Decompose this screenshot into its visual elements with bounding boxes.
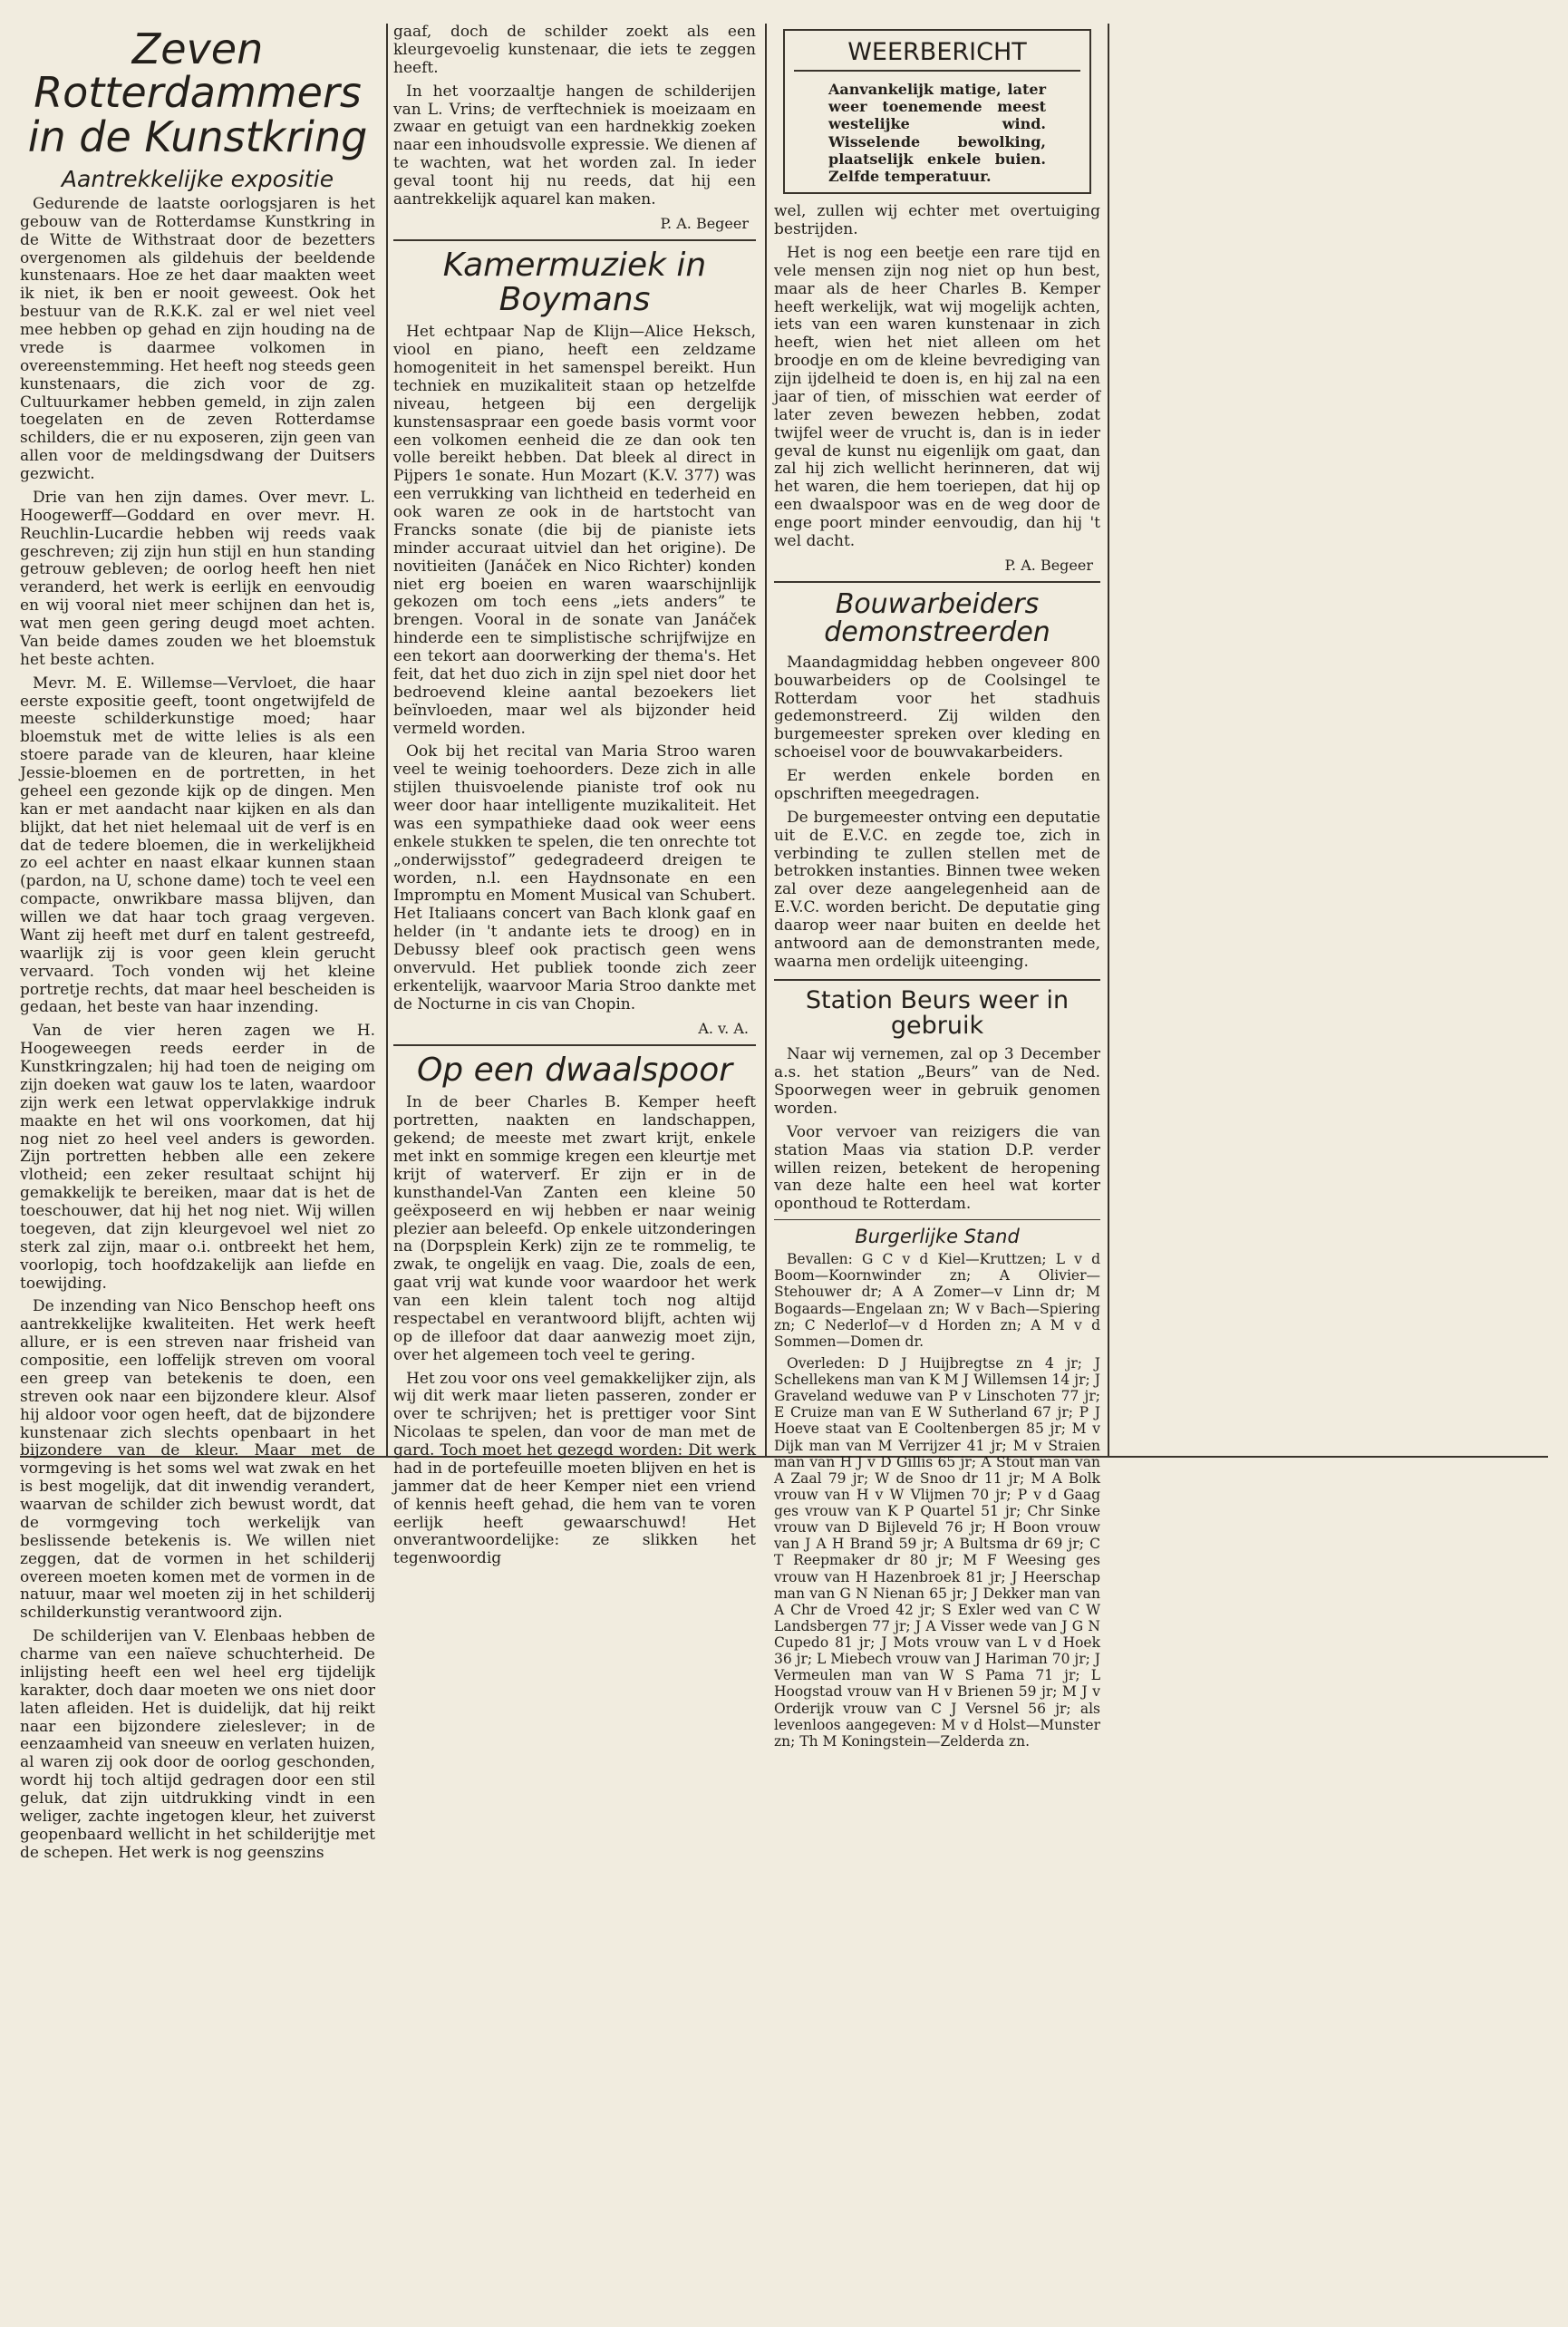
article-paragraph: Naar wij vernemen, zal op 3 December a.s. het station „Beurs” van de Ned. Spoorwegen weer in gebruik genomen worden. (774, 1045, 1100, 1118)
article-paragraph: Gedurende de laatste oorlogsjaren is het gebouw van de Rotterdamse Kunstkring in de Witte de Withstraat door de bezetters overgenomen als gildehuis der beeldende kunstenaars. Hoe ze het daar maakten weet ik niet, ik ben er nooit geweest. Ook het bestuur van de R.K.K. zal er wel niet veel mee hebben op gehad en zijn houding na de vrede is daarmee volkomen in overeenstemming. Het heeft nog steeds geen kunstenaars, die zich voor de zg. Cultuurkamer hebben gemeld, in zijn zalen toegelaten en de zeven Rotterdamse schilders, die er nu exposeren, zijn geen van allen voor de meldingsdwang der Duitsers gezwicht. (20, 194, 375, 484)
headline-burgerlijke-stand: Burgerlijke Stand (855, 1226, 1020, 1248)
byline: P. A. Begeer (660, 214, 749, 232)
headline-kamermuziek: Kamermuziek in Boymans (442, 246, 707, 318)
article-paragraph: Maandagmiddag hebben ongeveer 800 bouwarbeiders op de Coolsingel te Rotterdam voor het stadhuis gedemonstreerd. Zij wilden den burgemeester spreken over kleding en schoeisel voor de bouwvakarbeiders. (774, 653, 1100, 762)
subhead-expositie: Aantrekkelijke expositie (61, 165, 334, 192)
article-paragraph: In het voorzaaltje hangen de schilderijen van L. Vrins; de verftechniek is moeizaam en zwaar en getuigt van een hardnekkig zoeken naar een inhoudsvolle expressie. We dienen af te wachten, wat het worden zal. In ieder geval toont hij nu reeds, dat hij een aantrekkelijk aquarel kan maken. (393, 82, 756, 208)
article-paragraph: De schilderijen van V. Elenbaas hebben de charme van een naïeve schuchterheid. De inlijsting heeft een wel heel erg tijdelijk karakter, doch daar moeten we ons niet door laten afleiden. Het is duidelijk, dat hij reikt naar een bijzondere zieleslever; in de eenzaamheid van sneeuw en verlaten huizen, al waren zij ook door de oorlog geschonden, wordt hij toch altijd gedragen door een stil geluk, dat zijn uitdrukking vindt in een weliger, zachte ingetogen kleur, het zuiverst geopenbaard wellicht in het schilderijtje met de schepen. Het werk is nog geenszins (20, 1627, 375, 1862)
article-paragraph: Drie van hen zijn dames. Over mevr. L. Hoogewerff—Goddard en over mevr. H. Reuchlin-Lucardie hebben wij reeds vaak geschreven; zij zijn hun stijl en hun standing getrouw gebleven; de oorlog heeft hen niet veranderd, het werk is eerlijk en eenvoudig en wij vooral niet meer schijnen dan het is, wat men geen gering deugd moet achten. Van beide dames zouden we het bloemstuk het beste achten. (20, 488, 375, 669)
headline-dwaalspoor: Op een dwaalspoor (416, 1051, 733, 1089)
article-paragraph: Voor vervoer van reizigers die van station Maas via station D.P. verder willen reizen, betekent de heropening van deze halte een heel wat korter oponthoud te Rotterdam. (774, 1122, 1100, 1214)
headline-station-beurs: Station Beurs weer in gebruik (805, 985, 1070, 1040)
article-paragraph: Het echtpaar Nap de Klijn—Alice Heksch, viool en piano, heeft een zeldzame homogeniteit in het samenspel bereikt. Hun techniek en muzikaliteit staan op hetzelfde niveau, hetgeen bij een dergelijk kunstensaspraar een goede basis vormt voor een volkomen eenheid die ze dan ook ten volle bereikt hebben. Dat bleek al direct in Pijpers 1e sonate. Hun Mozart (K.V. 377) was een verrukking van lichtheid en tederheid en ook waren ze ook in de hartstocht van Francks sonate (die bij de pianiste iets minder accuraat uitviel dan het origine). De novitieiten (Janáček en Nico Richter) konden niet erg boeien en waren waarschijnlijk gekozen om toch eens „iets anders” te brengen. Vooral in de sonate van Janáček hinderde een te simplistische schrijfwijze en een tekort aan doorwerking der thema's. Het feit, dat het duo zich in zijn spel niet door het bedroevend kleine aantal bezoekers liet beïnvloeden, maar wel als bijzonder heid vermeld worden. (393, 323, 756, 738)
article-paragraph: Van de vier heren zagen we H. Hoogeweegen reeds eerder in de Kunstkringzalen; hij had toen de neiging om zijn doeken wat gauw los te laten, waardoor zijn werk een letwat oppervlakkige indruk maakte en het wil ons voorkomen, dat hij nog niet zo heel veel anders is geworden. Zijn portretten hebben alle een zekere vlotheid; een zeker resultaat schijnt hij gemakkelijk te bereiken, maar dat is het de toeschouwer, dat hij het nog niet. Wij willen toegeven, dat zijn kleurgevoel wel niet zo sterk zal zijn, maar o.i. ontbreekt het hem, voorlopig, toch hoofdzakelijk aan liefde en toewijding. (20, 1022, 375, 1293)
article-paragraph: wel, zullen wij echter met overtuiging bestrijden. (774, 202, 1100, 238)
article-paragraph: Het is nog een beetje een rare tijd en vele mensen zijn nog niet op hun best, maar als de heer Charles B. Kemper heeft werkelijk, wat wij mogelijk achten, iets van een waren kunstenaar in zich heeft, wien het niet alleen om het broodje en om de kleine bevrediging van zijn ijdelheid te doen is, en hij zal na een jaar of tien, of misschien wat eerder of later zeven bewezen hebben, zodat twijfel weer de vrucht is, dan is in ieder geval de kunst nu eigenlijk om gaat, dan zal hij zich wellicht herinneren, dat wij het waren, die hem toeriepen, dat hij op een dwaalspoor was en de weg door de enge poort minder eenvoudig, dan hij 't wel dacht. (774, 243, 1100, 550)
article-paragraph: gaaf, doch de schilder zoekt als een kleurgevoelig kunstenaar, die iets te zeggen heeft. (393, 23, 756, 77)
weather-title: WEERBERICHT (794, 38, 1080, 72)
weather-text: Aanvankelijk matige, later weer toenemende meest westelijke wind. Wisselende bewolking, plaatselijk enkele buien. Zelfde temperatuur. (828, 81, 1046, 185)
civil-registry-births: Bevallen: G C v d Kiel—Kruttzen; L v d Boom—Koornwinder zn; A Olivier—Stehouwer dr; A A Zomer—v Linn dr; M Bogaards—Engelaan zn; W v Bach—Spiering zn; C Nederlof—v d Horden zn; A M v d Sommen—Domen dr. (774, 1251, 1100, 1350)
article-paragraph: Het zou voor ons veel gemakkelijker zijn, als wij dit werk maar lieten passeren, zonder er over te schrijven; het is prettiger voor Sint Nicolaas te spelen, dan voor de man met de gard. Toch moet het gezegd worden: Dit werk had in de portefeuille moeten blijven en het is jammer dat de heer Kemper niet een vriend of kennis heeft gehad, die hem van te voren eerlijk heeft gewaarschuwd! Het onverantwoordelijke: ze slikken het tegenwoordig (393, 1369, 756, 1568)
column-5-ads (1122, 24, 1548, 1447)
civil-registry-deaths: Overleden: D J Huijbregtse zn 4 jr; J Schellekens man van K M J Willemsen 14 jr; J Graveland weduwe van P v Linschoten 77 jr; E Cruize man van E W Sutherland 67 jr; P J Hoeve staat van E Cooltenbergen 85 jr; M v Dijk man van M Verrijzer 41 jr; M v Straien man van H J v D Gillis 65 jr; A Stout man van A Zaal 79 jr; W de Snoo dr 11 jr; M A Bolk vrouw van H v W Vlijmen 70 jr; P v d Gaag ges vrouw van K P Quartel 51 jr; Chr Sinke vrouw van D Bijleveld 76 jr; H Boon vrouw van J A H Brand 59 jr; A Bultsma dr 69 jr; C T Reepmaker dr 80 jr; M F Weesing ges vrouw van H Hazenbroek 81 jr; J Heerschap man van G N Nienan 65 jr; J Dekker man van A Chr de Vroed 42 jr; S Exler wed van C W Landsbergen 77 jr; J A Visser wede van J G N Cupedo 81 jr; J Mots vrouw van L v d Hoek 36 jr; L Miebech vrouw van J Hariman 70 jr; J Vermeulen man van W S Pama 71 jr; L Hoogstad vrouw van H v Brienen 59 jr; M J v Orderijk vrouw van C J Versnel 56 jr; als levenloos aangegeven: M v d Holst—Munster zn; Th M Koningstein—Zelderda zn. (774, 1354, 1100, 1750)
byline: A. v. A. (698, 1019, 749, 1037)
article-paragraph: Mevr. M. E. Willemse—Vervloet, die haar eerste expositie geeft, toont ongetwijfeld de meeste schilderkunstige moed; haar bloemstuk met de witte lelies is als een stoere parade van de kleuren, haar kleine Jessie-bloemen en de portretten, in het geheel een gezonde kijk op de dingen. Men kan er met aandacht naar kijken en als dan blijkt, dat het niet helemaal uit de verf is en dat de tedere bloemen, die in werkelijkheid zo eel achter en naast elkaar kunnen staan (pardon, na U, schone dame) toch te veel een compacte, onwrikbare massa blijven, dan willen we dat haar toch graag vergeven. Want zij heeft met durf en talent gestreefd, waarlijk zij is voor geen klein gerucht vervaard. Toch vonden wij het kleine portretje rechts, dat maar heel bescheiden is gedaan, het beste van haar inzending. (20, 674, 375, 1017)
article-paragraph: In de beer Charles B. Kemper heeft portretten, naakten en landschappen, gekend; de meeste met zwart krijt, enkele met inkt en sommige kregen een kleurtje met krijt of waterverf. Er zijn er in de kunsthandel-Van Zanten een kleine 50 geëxposeerd en wij hebben er naar weinig plezier aan beleefd. Op enkele uitzonderingen na (Dorpsplein Kerk) zijn ze te rommelig, te zwak, te ongelijk en vaag. Die, zoals de een, gaat vrij wat kunde voor waardoor het werk van een klein talent toch nog altijd respectabel en verantwoord blijft, achten wij op de illefoor dat daar aanwezig moet zijn, over het algemeen toch veel te gering. (393, 1093, 756, 1364)
article-paragraph: De inzending van Nico Benschop heeft ons aantrekkelijke kwaliteiten. Het werk heeft allure, er is een streven naar frisheid van compositie, een loffelijk streven om vooral een greep van betekenis te doen, een streven ook naar een bijzondere kleur. Alsof hij aldoor voor ogen heeft, dat de bijzondere kunstenaar zich slechts openbaart in het bijzondere van de kleur. Maar met de vormgeving is het soms wel wat zwak en het is best mogelijk, dat dit inwendig verandert, waarvan de schilder zich bewust wordt, dat de vormgeving toch werkelijk van beslissende betekenis is. We willen niet zeggen, dat de vormen in het schilderij overeen moeten komen met de vormen in de natuur, maar wel moeten zij in het schilderij schilderkunstig verantwoord zijn. (20, 1297, 375, 1623)
headline-bouwarbeiders: Bouwarbeiders demonstreerden (824, 587, 1050, 649)
article-paragraph: Er werden enkele borden en opschriften meegedragen. (774, 767, 1100, 803)
byline: P. A. Begeer (1004, 556, 1093, 574)
article-paragraph: Ook bij het recital van Maria Stroo waren veel te weinig toehoorders. Deze zich in alle stijlen thuisvoelende pianiste trof ook nu weer door haar intelligente muzikaliteit. Het was een sympathieke daad ook weer eens enkele stukken te spelen, die ten onrechte tot „onderwijsstof” gedegradeerd dreigen te worden, n.l. een Haydnsonate en een Impromptu en Moment Musical van Schubert. Het Italiaans concert van Bach klonk gaaf en helder (in 't andante iets te droog) en in Debussy bleef ook practisch geen wens onvervuld. Het publiek toonde zich zeer erkentelijk, waarvoor Maria Stroo dankte met de Nocturne in cis van Chopin. (393, 742, 756, 1013)
article-paragraph: De burgemeester ontving een deputatie uit de E.V.C. en zegde toe, zich in verbinding te zullen stellen met de betrokken instanties. Binnen twee weken zal over deze aangelegenheid aan de E.V.C. worden bericht. De deputatie ging daarop weer naar buiten en deelde het antwoord aan de demonstranten mede, waarna men ordelijk uiteenging. (774, 808, 1100, 971)
headline-kunstkring: Zeven Rotterdammers in de Kunstkring (27, 24, 368, 161)
